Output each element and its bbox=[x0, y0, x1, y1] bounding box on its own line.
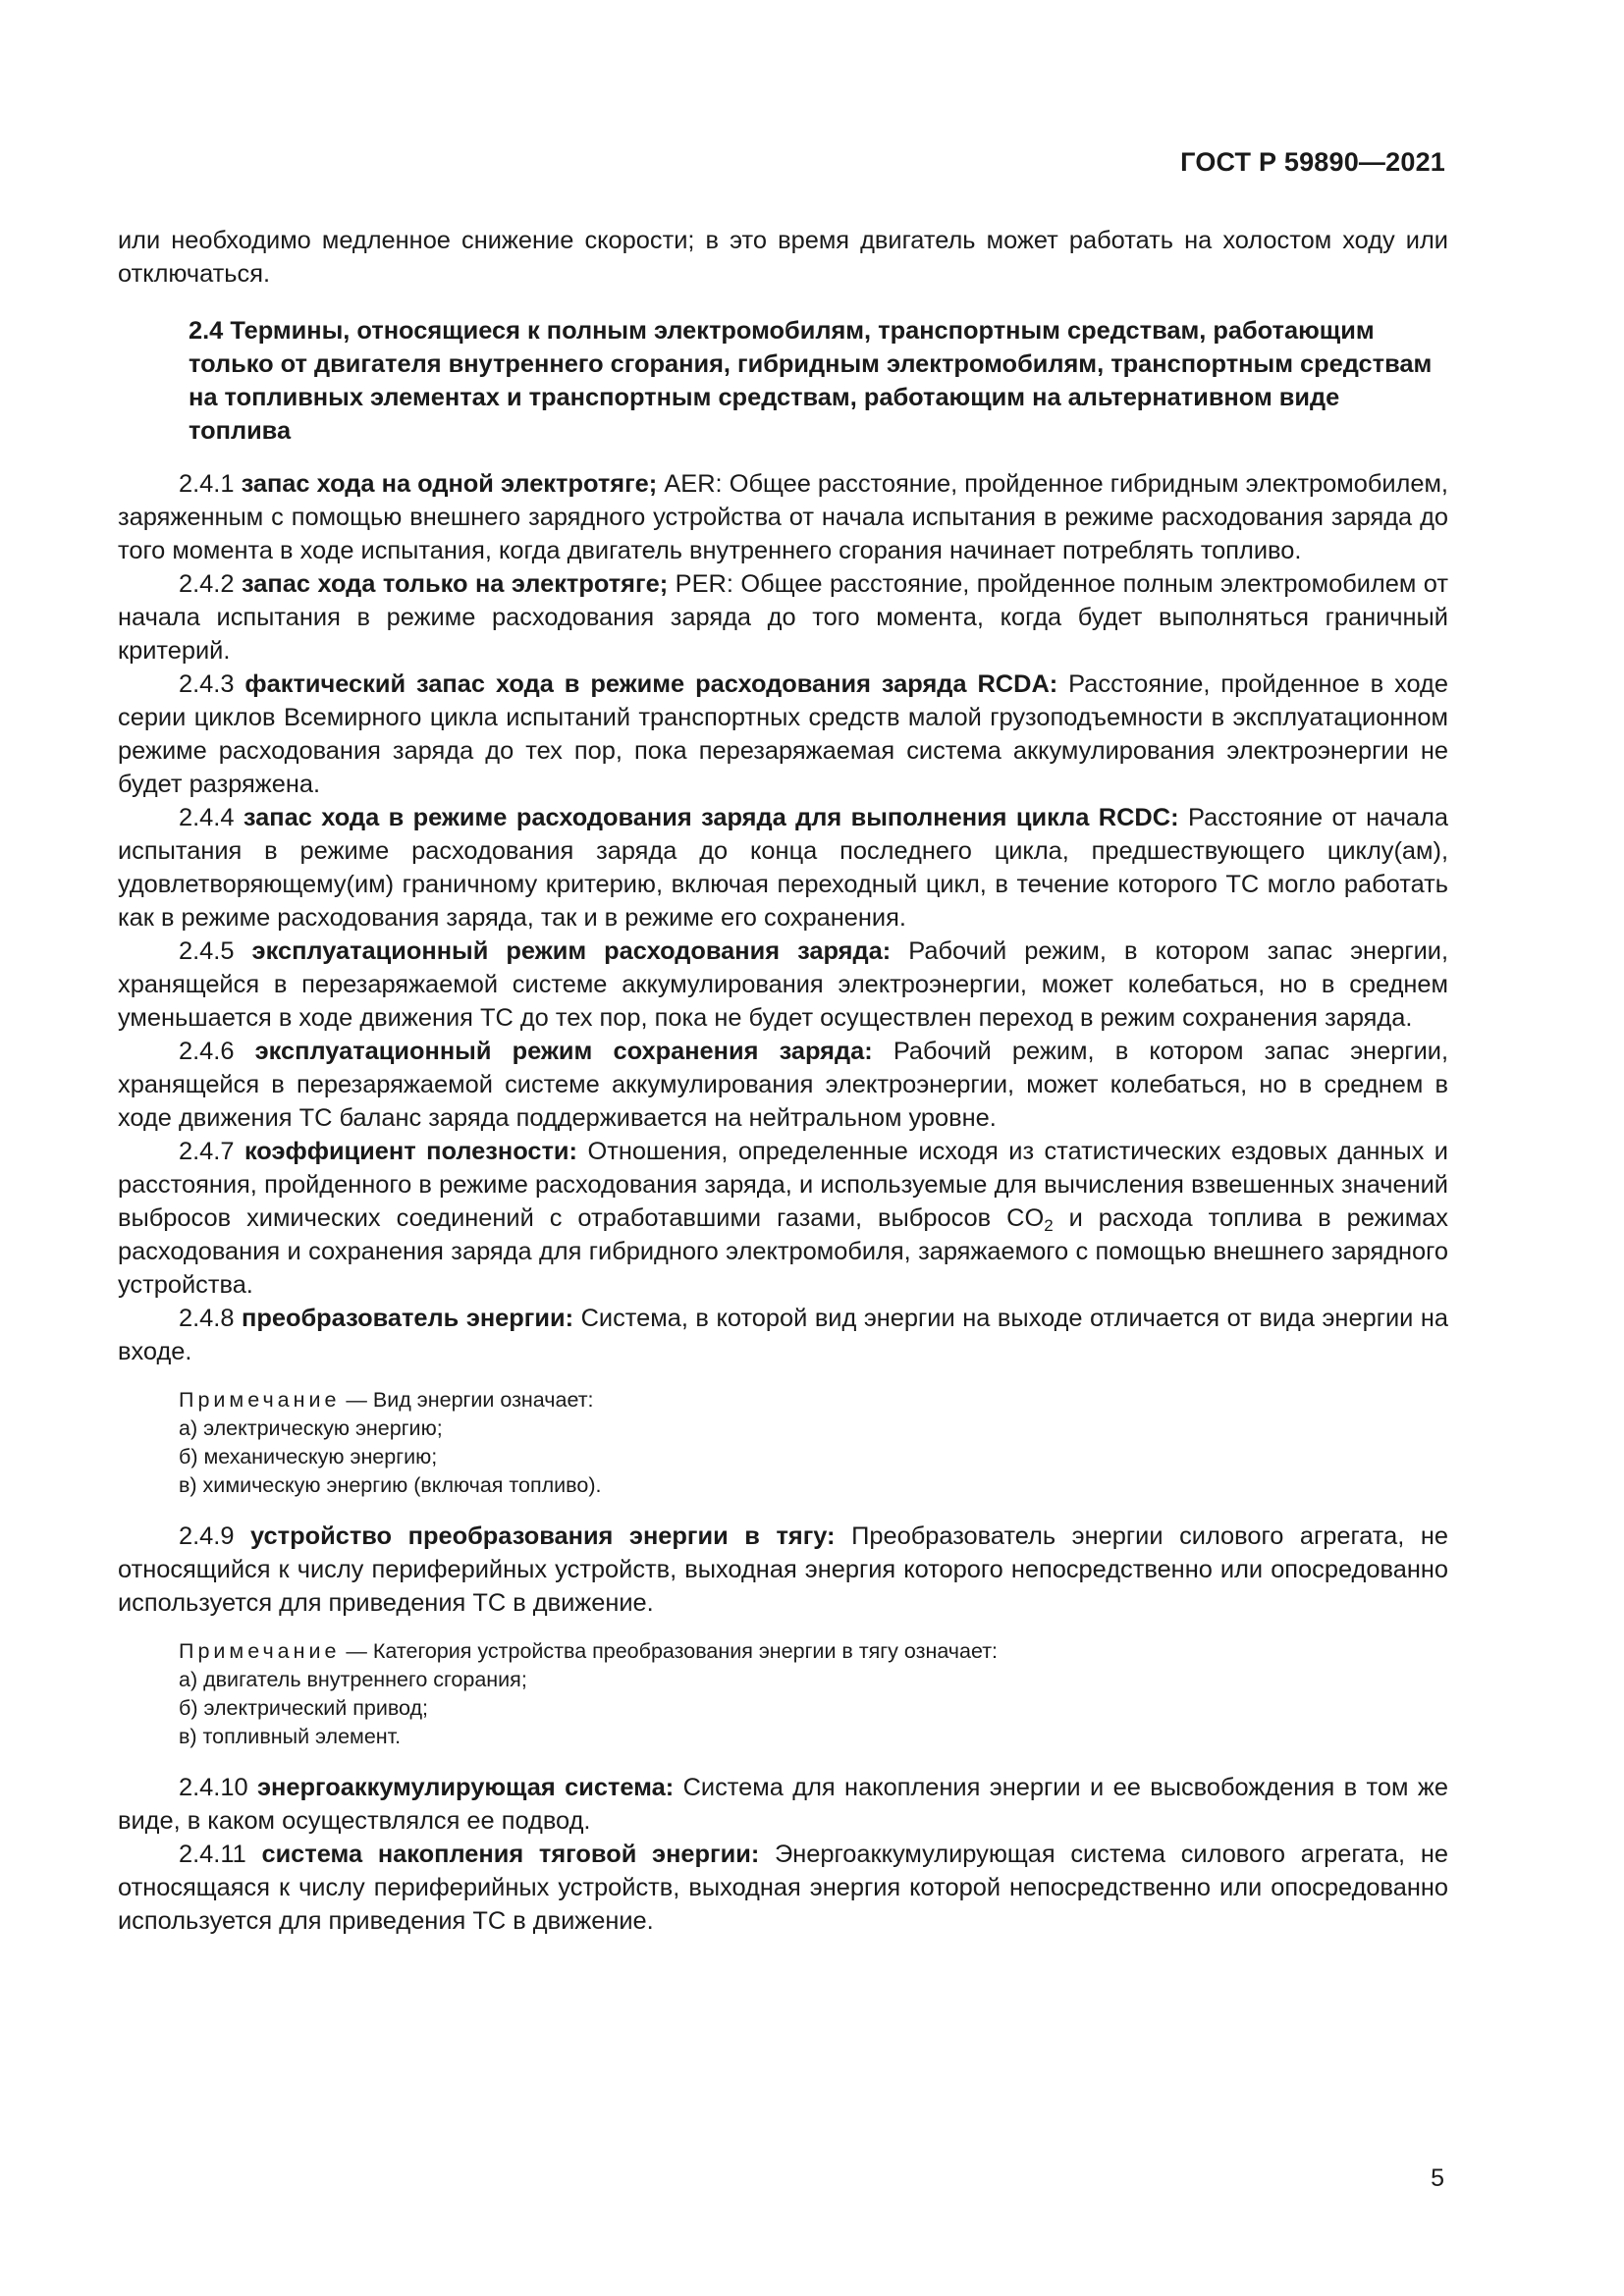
term-definition: Рабочий режим, в котором запас энергии, хранящейся в перезаряжаемой системе аккумулирования электроэнергии, может колебаться, но в среднем в ходе движения ТС баланс заряда поддерживается на нейтральном уровне. bbox=[118, 1038, 1449, 1132]
term-number: 2.4.1 bbox=[179, 470, 242, 498]
note-heading bbox=[179, 1386, 1448, 1415]
section-title: 2.4 Термины, относящиеся к полным электромобилям, транспортным средствам, работающим только от двигателя внутреннего сгорания, гибридным электромобилям, транспортным средствам на топливных элементах и транспортным средствам, работающим на альтернативном виде топлива bbox=[189, 317, 1433, 445]
note-text: — Вид энергии означает: bbox=[340, 1388, 594, 1412]
note-item: в) топливный элемент. bbox=[179, 1725, 402, 1748]
page-number: 5 bbox=[1431, 2164, 1444, 2192]
note-item: б) электрический привод; bbox=[179, 1696, 429, 1720]
term-name: запас хода только на электротяге; bbox=[241, 570, 669, 598]
term-definition: Энергоаккумулирующая система силового агрегата, не относящаяся к числу периферийных устройств, выходная энергия которой непосредственно или опосредованно используется для приведения ТС в движение. bbox=[118, 1841, 1448, 1935]
note-heading bbox=[179, 1637, 1448, 1666]
term-name: система накопления тяговой энергии: bbox=[261, 1841, 760, 1868]
page-content bbox=[118, 224, 1448, 1938]
term-name: коэффициент полезности: bbox=[244, 1138, 577, 1165]
term-name: запас хода на одной электротяге; bbox=[241, 470, 658, 498]
term-2-4-9 bbox=[118, 1520, 1448, 1620]
note-label: Примечание bbox=[179, 1639, 341, 1663]
term-2-4-5 bbox=[118, 934, 1448, 1035]
term-name: эксплуатационный режим сохранения заряда: bbox=[254, 1038, 873, 1065]
term-name: устройство преобразования энергии в тягу: bbox=[250, 1522, 836, 1550]
term-2-4-1 bbox=[118, 467, 1448, 567]
term-definition-part-b: и расхода топлива в режимах расходования и сохранения заряда для гибридного электромобиля, заряжаемого с помощью внешнего зарядного устройства. bbox=[118, 1204, 1448, 1299]
term-number: 2.4.9 bbox=[179, 1522, 251, 1550]
term-definition-part-a: Отношения, определенные исходя из статистических ездовых данных и расстояния, пройденного в режиме расходования заряда, и используемые для вычисления взвешенных значений выбросов химических соединений с отработавшими газами, выбросов CO bbox=[118, 1138, 1448, 1232]
term-definition: Преобразователь энергии силового агрегата, не относящийся к числу периферийных устройств, выходная энергия которого непосредственно или опосредованно используется для приведения ТС в движение. bbox=[118, 1522, 1448, 1617]
term-definition: Рабочий режим, в котором запас энергии, хранящейся в перезаряжаемой системе аккумулирования электроэнергии, может колебаться, но в среднем уменьшается в ходе движения ТС до тех пор, пока не будет осуществлен переход в режим сохранения заряда. bbox=[118, 937, 1448, 1032]
term-definition: Система, в которой вид энергии на выходе отличается от вида энергии на входе. bbox=[118, 1305, 1448, 1365]
note-item: в) химическую энергию (включая топливо). bbox=[179, 1473, 602, 1497]
term-definition: Расстояние, пройденное в ходе серии циклов Всемирного цикла испытаний транспортных средств малой грузоподъемности в эксплуатационном режиме расходования заряда до тех пор, пока перезаряжаемая система аккумулирования электроэнергии не будет разряжена. bbox=[118, 670, 1448, 798]
term-2-4-3 bbox=[118, 667, 1448, 801]
note-text: — Категория устройства преобразования энергии в тягу означает: bbox=[340, 1639, 999, 1663]
term-definition: AER: Общее расстояние, пройденное гибридным электромобилем, заряженным с помощью внешнего зарядного устройства от начала испытания в режиме расходования заряда до того момента в ходе испытания, когда двигатель внутреннего сгорания начинает потреблять топливо. bbox=[118, 470, 1448, 564]
term-2-4-7 bbox=[118, 1135, 1448, 1302]
term-number: 2.4.10 bbox=[179, 1774, 257, 1801]
term-number: 2.4.2 bbox=[179, 570, 242, 598]
term-2-4-4 bbox=[118, 801, 1448, 934]
term-number: 2.4.11 bbox=[179, 1841, 262, 1868]
note-item: б) механическую энергию; bbox=[179, 1445, 438, 1468]
note-traction-device-category bbox=[118, 1637, 1448, 1751]
note-label: Примечание bbox=[179, 1388, 341, 1412]
term-number: 2.4.8 bbox=[179, 1305, 242, 1332]
note-item: а) электрическую энергию; bbox=[179, 1416, 443, 1440]
term-name: фактический запас хода в режиме расходования заряда RCDA: bbox=[244, 670, 1058, 698]
term-number: 2.4.4 bbox=[179, 804, 244, 831]
term-2-4-11 bbox=[118, 1838, 1448, 1938]
term-name: запас хода в режиме расходования заряда для выполнения цикла RCDC: bbox=[243, 804, 1179, 831]
term-name: энергоаккумулирующая система: bbox=[257, 1774, 675, 1801]
term-name: преобразователь энергии: bbox=[242, 1305, 574, 1332]
note-item: а) двигатель внутреннего сгорания; bbox=[179, 1668, 527, 1691]
term-definition: Система для накопления энергии и ее высвобождения в том же виде, в каком осуществлялся ее подвод. bbox=[118, 1774, 1448, 1835]
term-2-4-10 bbox=[118, 1771, 1448, 1838]
note-energy-types bbox=[118, 1386, 1448, 1500]
term-number: 2.4.7 bbox=[179, 1138, 244, 1165]
term-number: 2.4.6 bbox=[179, 1038, 255, 1065]
term-number: 2.4.3 bbox=[179, 670, 245, 698]
co2-subscript: 2 bbox=[1044, 1216, 1054, 1235]
term-name: эксплуатационный режим расходования заряда: bbox=[251, 937, 892, 965]
term-2-4-6 bbox=[118, 1035, 1448, 1135]
term-number: 2.4.5 bbox=[179, 937, 252, 965]
continuation-paragraph: или необходимо медленное снижение скорости; в это время двигатель может работать на холостом ходу или отключаться. bbox=[118, 227, 1448, 288]
term-definition: PER: Общее расстояние, пройденное полным электромобилем от начала испытания в режиме расходования заряда до того момента, когда будет выполняться граничный критерий. bbox=[118, 570, 1449, 665]
term-2-4-8 bbox=[118, 1302, 1448, 1368]
term-definition: Расстояние от начала испытания в режиме расходования заряда до конца последнего цикла, предшествующего циклу(ам), удовлетворяющему(им) граничному критерию, включая переходный цикл, в течение которого ТС могло работать как в режиме расходования заряда, так и в режиме его сохранения. bbox=[118, 804, 1449, 932]
standard-header: ГОСТ Р 59890—2021 bbox=[1180, 147, 1445, 177]
term-2-4-2 bbox=[118, 567, 1448, 667]
